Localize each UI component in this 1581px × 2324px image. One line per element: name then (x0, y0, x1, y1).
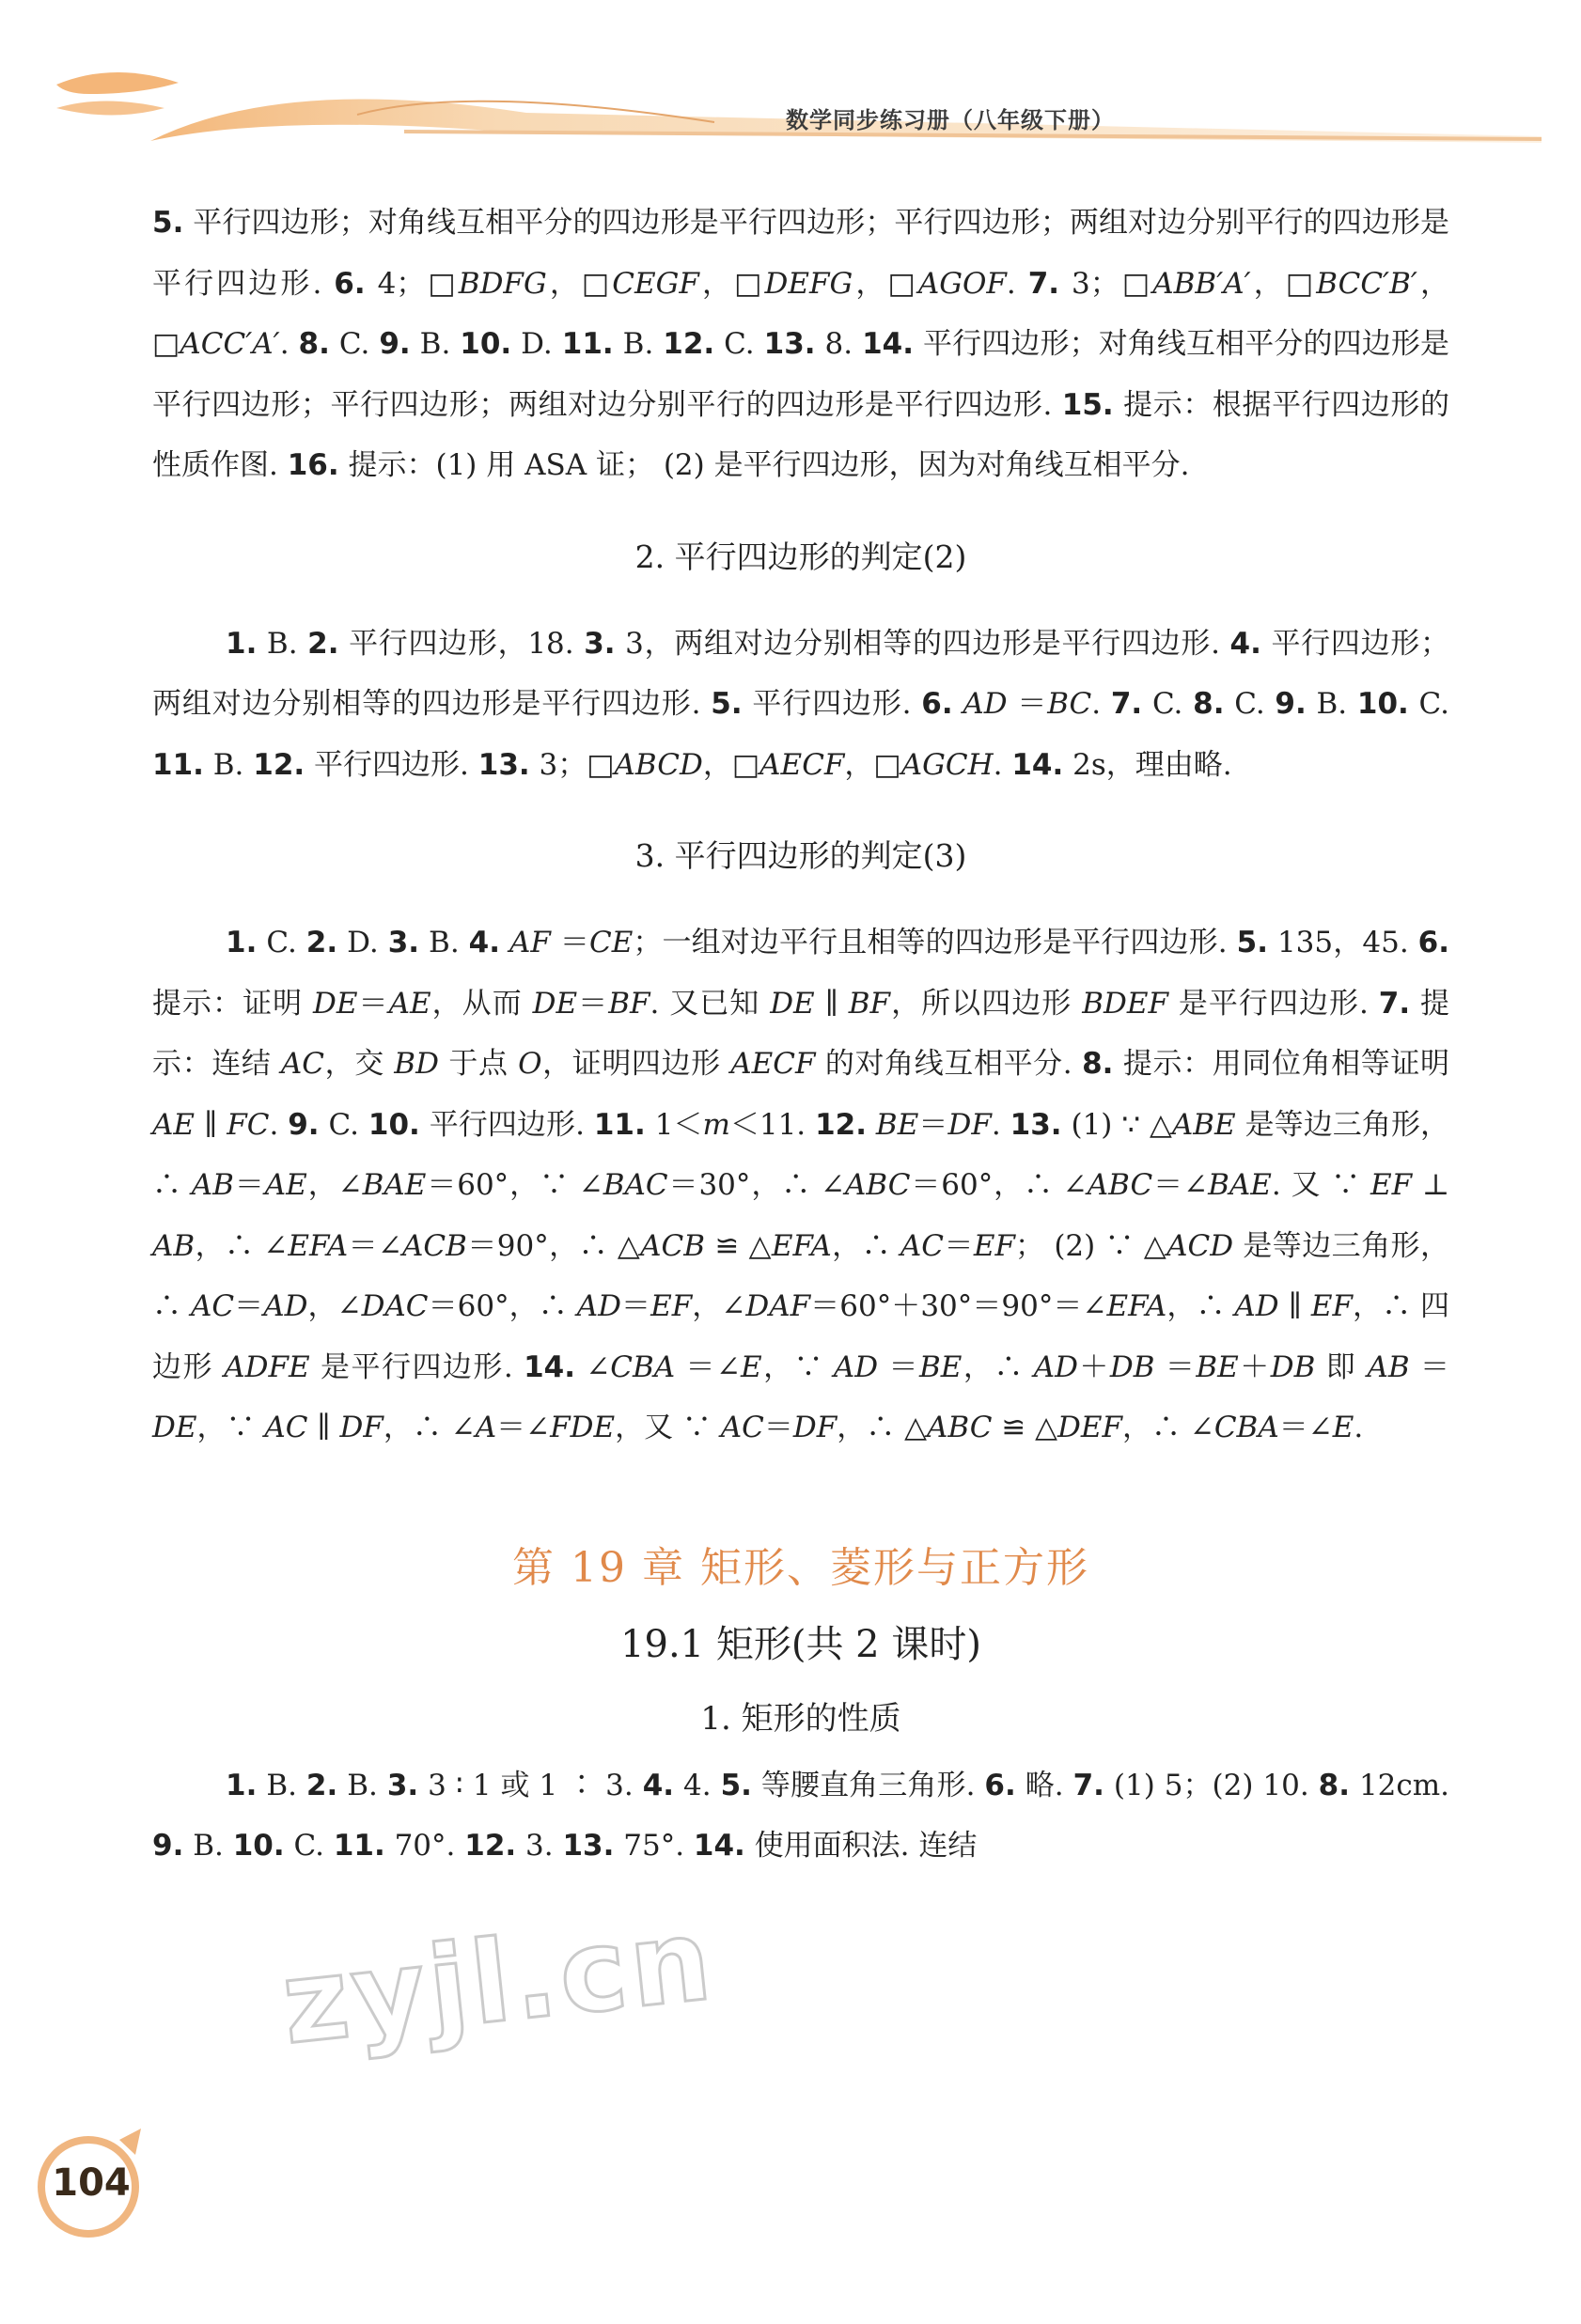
answer-text: 提示：根据平行四边形的性质作图. (152, 387, 1449, 482)
answer-text: D. (337, 926, 388, 959)
answer-text: ，∠ (306, 1168, 363, 1202)
answer-text: ＝ (1409, 1349, 1450, 1384)
math-symbol: BAE (362, 1168, 427, 1202)
lesson-paragraph (152, 1755, 1449, 1877)
item-number: 12. (815, 1107, 867, 1142)
answer-text: ∥ (307, 1411, 340, 1444)
answer-text: . (1006, 266, 1028, 301)
answer-text: ∥ (814, 986, 849, 1021)
answer-text: 平行四边形. (419, 1107, 594, 1142)
answer-text: 8. (815, 327, 863, 361)
answer-text: 略. (1015, 1768, 1073, 1802)
item-number: 15. (1061, 387, 1114, 422)
item-number: 12. (464, 1829, 517, 1863)
answer-text: 是平行四边形. (309, 1349, 524, 1384)
answer-text: B. (1306, 687, 1357, 721)
math-symbol: CEGF (612, 266, 699, 301)
answer-text: ≌ △ (992, 1411, 1057, 1444)
answer-text: ，∵ (196, 1411, 265, 1444)
math-symbol: BE (875, 1107, 919, 1142)
answer-text: ∥ (195, 1107, 227, 1142)
item-number: 3. (386, 1768, 419, 1802)
answer-text: ＝ (577, 986, 609, 1021)
answer-text: (1) ∵ △ (1061, 1107, 1172, 1142)
math-symbol: DAC (361, 1289, 429, 1323)
answer-text: . (279, 327, 299, 361)
answer-text: ，∴ △ (837, 1411, 927, 1444)
answer-content (152, 193, 1449, 1877)
answer-text: ＝∠ (1278, 1411, 1333, 1444)
answer-text: ＝ (1154, 1349, 1197, 1384)
item-number: 5. (711, 687, 743, 721)
math-symbol: AE (388, 986, 431, 1021)
answer-text: 使用面积法. 连结 (744, 1829, 978, 1863)
math-symbol: DEF (1057, 1411, 1122, 1444)
math-symbol: EF (1370, 1168, 1413, 1202)
math-symbol: BDFG (458, 266, 547, 301)
answer-text: 平行四边形；两组对边分别相等的四边形是平行四边形. (152, 626, 1449, 721)
math-symbol: DE (152, 1411, 197, 1444)
answer-text: 75°. (614, 1829, 694, 1863)
answer-text: 2s，理由略. (1063, 747, 1232, 782)
answer-text: ，□ (698, 266, 765, 301)
answer-text: ； (2) ∵ △ (1015, 1228, 1167, 1263)
item-number: 7. (1072, 1768, 1104, 1802)
answer-text: ＝60°，∴ (428, 1289, 577, 1323)
answer-text: ＝ (357, 986, 389, 1021)
answer-text: 是等边三角形，∴ (152, 1107, 1450, 1202)
answer-text: ，∴ ∠ (383, 1411, 476, 1444)
item-number: 16. (287, 448, 339, 482)
item-number: 10. (232, 1829, 285, 1863)
answer-text: ，∴ (831, 1228, 900, 1263)
math-symbol: AD (1234, 1289, 1279, 1323)
math-symbol: ACC′A′ (180, 327, 280, 361)
math-symbol: E (740, 1349, 762, 1384)
math-symbol: ACB (402, 1228, 467, 1263)
answer-text: ，∴ ∠ (1121, 1411, 1214, 1444)
math-symbol: DB (1270, 1349, 1316, 1384)
answer-text: 3；□ (1059, 266, 1153, 301)
answer-text: ，□ (152, 266, 1449, 361)
math-symbol: DB (1109, 1349, 1155, 1384)
item-number: 12. (663, 327, 715, 361)
answer-text: ＝ (878, 1349, 919, 1384)
item-number: 13. (562, 1829, 615, 1863)
answer-text: ；一组对边平行且相等的四边形是平行四边形. (633, 926, 1237, 959)
math-symbol: DF (947, 1107, 992, 1142)
math-symbol: AB (191, 1168, 234, 1202)
math-symbol: ABC (844, 1168, 911, 1202)
math-symbol: BE (1196, 1349, 1239, 1384)
item-number: 8. (1193, 687, 1225, 721)
math-symbol: AECF (730, 1047, 816, 1081)
math-symbol: AD (1033, 1349, 1078, 1384)
math-symbol: AC (720, 1411, 764, 1444)
item-number: 14. (524, 1349, 575, 1384)
answer-text: . (1354, 1411, 1364, 1444)
math-symbol: ABE (1171, 1107, 1236, 1142)
answer-text: ＝ (763, 1411, 793, 1444)
item-number: 9. (288, 1107, 320, 1142)
item-number: 10. (460, 327, 512, 361)
answer-text: (1) 5；(2) 10. (1104, 1768, 1319, 1802)
math-symbol: ACB (640, 1228, 706, 1263)
answer-text: 4；□ (365, 266, 459, 301)
item-number: 14. (693, 1829, 745, 1863)
answer-text: ＝ (620, 1289, 651, 1323)
section-1-paragraph (152, 193, 1449, 496)
answer-text: ，□ (844, 747, 901, 782)
answer-text: 提示：(1) 用 ASA 证； (2) 是平行四边形，因为对角线互相平分. (338, 448, 1190, 482)
math-symbol: EFA (1106, 1289, 1167, 1323)
math-symbol: E (1332, 1411, 1354, 1444)
answer-text: 的对角线互相平分. (815, 1047, 1083, 1081)
math-symbol: BF (848, 986, 891, 1021)
math-symbol: AGOF (917, 266, 1007, 301)
math-symbol: DE (770, 986, 815, 1021)
item-number: 11. (152, 747, 204, 782)
answer-text: 平行四边形；对角线互相平分的四边形是平行四边形；平行四边形；两组对边分别平行的四边形是平行四边形. (152, 327, 1450, 422)
answer-text: 12cm. (1350, 1768, 1450, 1802)
answer-text: 于点 (438, 1047, 519, 1081)
answer-text: ＋ (1238, 1349, 1271, 1384)
item-number: 11. (593, 1107, 646, 1142)
answer-text: . 又 ∵ (1271, 1168, 1370, 1202)
item-number: 12. (253, 747, 305, 782)
lesson-title: 1. 矩形的性质 (700, 1699, 901, 1738)
answer-text: ，□ (1250, 266, 1317, 301)
math-symbol: BAE (1208, 1168, 1272, 1202)
answer-text: . (1091, 687, 1111, 721)
answer-text: B. (183, 1829, 233, 1863)
math-symbol: ABB′A′ (1152, 266, 1251, 301)
answer-text: 3；□ (529, 747, 615, 782)
math-symbol: EF (973, 1228, 1016, 1263)
math-symbol: EF (1310, 1289, 1353, 1323)
answer-text: 3，两组对边分别相等的四边形是平行四边形. (615, 626, 1230, 661)
math-symbol: AGCH (900, 747, 994, 782)
item-number: 9. (379, 327, 411, 361)
item-number: 3. (584, 626, 616, 661)
math-symbol: AF (509, 926, 551, 959)
answer-text: B. (257, 1768, 306, 1802)
math-symbol: BC (1047, 687, 1092, 721)
answer-text: 是平行四边形. (1167, 986, 1379, 1021)
answer-text: ，∴ 四边形 (152, 1289, 1450, 1384)
item-number: 13. (477, 747, 530, 782)
answer-text: ＝ (918, 1107, 948, 1142)
math-symbol: EF (650, 1289, 693, 1323)
item-number: 2. (305, 1768, 338, 1802)
answer-text: ，∴ (1166, 1289, 1235, 1323)
item-number: 6. (1417, 926, 1450, 959)
answer-text: C. (1224, 687, 1276, 721)
answer-text: ＝∠ (675, 1349, 741, 1384)
item-number: 7. (1027, 266, 1060, 301)
answer-text: 平行四边形. (305, 747, 478, 782)
math-symbol: AE (264, 1168, 307, 1202)
answer-text: 提示：连结 (152, 986, 1450, 1081)
answer-text: ，交 (324, 1047, 395, 1081)
section-2-title: 2. 平行四边形的判定(2) (634, 538, 967, 575)
answer-text: ＝∠ (1152, 1168, 1209, 1202)
item-number: 6. (334, 266, 366, 301)
math-symbol: AE (152, 1107, 196, 1142)
answer-text: ＝ (944, 1228, 974, 1263)
answer-text: B. (410, 327, 461, 361)
answer-text: 是等边三角形，∴ (152, 1228, 1449, 1323)
math-symbol: AD (833, 1349, 879, 1384)
item-number: 3. (387, 926, 420, 959)
item-number: 10. (1356, 687, 1409, 721)
answer-text: C. (329, 327, 380, 361)
section-3-paragraph (152, 912, 1449, 1458)
answer-text: ，∠ (692, 1289, 746, 1323)
answer-text: ，∴ (962, 1349, 1034, 1384)
item-number: 1. (226, 626, 258, 661)
answer-text: 3 ∶ 1 或 1 ∶ 3. (418, 1768, 643, 1802)
math-symbol: m (702, 1107, 730, 1142)
item-number: 2. (307, 626, 339, 661)
answer-text: 1＜ (645, 1107, 703, 1142)
math-symbol: BDEF (1082, 986, 1168, 1021)
answer-text: ∠ (574, 1349, 611, 1384)
answer-text: 70°. (384, 1829, 465, 1863)
answer-text: 提示：证明 (152, 986, 314, 1021)
math-symbol: DE (313, 986, 358, 1021)
math-symbol: FDE (550, 1411, 616, 1444)
math-symbol: DF (792, 1411, 837, 1444)
item-number: 7. (1378, 986, 1411, 1021)
answer-text: ＝90°，∴ △ (466, 1228, 641, 1263)
item-number: 14. (862, 327, 914, 361)
answer-text: B. (613, 327, 664, 361)
item-number: 8. (298, 327, 330, 361)
math-symbol: BCC′B′ (1316, 266, 1417, 301)
item-number: 4. (468, 926, 501, 959)
watermark: zyjl.cn (275, 1895, 721, 2070)
answer-text (867, 1108, 876, 1142)
answer-text: ，□ (546, 266, 613, 301)
math-symbol: EFA (288, 1228, 349, 1263)
answer-text: ，∵ (761, 1349, 834, 1384)
answer-text: ＝60°，∴ ∠ (910, 1168, 1088, 1202)
item-number: 11. (561, 327, 614, 361)
answer-text: . 又已知 (650, 986, 771, 1021)
math-symbol: ABC (1087, 1168, 1153, 1202)
item-number: 5. (720, 1768, 752, 1802)
item-number: 4. (1229, 626, 1261, 661)
answer-text: ≌ △ (705, 1228, 772, 1263)
answer-text: ＝ (1007, 687, 1048, 721)
math-symbol: DE (532, 986, 578, 1021)
item-number: 5. (1236, 926, 1268, 959)
item-number: 9. (152, 1829, 184, 1863)
answer-text: ，□ (702, 747, 760, 782)
page-number: 104 (52, 2161, 131, 2205)
answer-text: C. (1408, 687, 1449, 721)
math-symbol: AC (280, 1047, 324, 1081)
item-number: 13. (1010, 1107, 1062, 1142)
math-symbol: FC (227, 1107, 270, 1142)
section-3-title: 3. 平行四边形的判定(3) (634, 837, 967, 874)
item-number: 1. (226, 1768, 258, 1802)
item-number: 11. (333, 1829, 385, 1863)
item-number: 6. (921, 687, 953, 721)
answer-text: . (269, 1107, 289, 1142)
answer-text: ，证明四边形 (541, 1047, 731, 1081)
math-symbol: ABCD (614, 747, 703, 782)
answer-text: 135，45. (1267, 926, 1418, 959)
section-2-paragraph (152, 614, 1449, 796)
answer-text: ，□ (853, 266, 918, 301)
math-symbol: DEFG (764, 266, 853, 301)
answer-text: B. (337, 1768, 387, 1802)
math-symbol: BD (394, 1047, 439, 1081)
answer-text: ＝30°，∴ ∠ (667, 1168, 845, 1202)
answer-text: ＝ (550, 926, 590, 959)
answer-text: C. (1142, 687, 1194, 721)
answer-text: ＝∠ (496, 1411, 551, 1444)
item-number: 13. (763, 327, 816, 361)
answer-text: 即 (1315, 1349, 1368, 1384)
answer-text (500, 926, 509, 959)
answer-text: ，所以四边形 (890, 986, 1083, 1021)
answer-text: C. (714, 327, 764, 361)
item-number: 10. (368, 1107, 420, 1142)
item-number: 8. (1318, 1768, 1350, 1802)
math-symbol: A (475, 1411, 497, 1444)
math-symbol: CE (589, 926, 634, 959)
math-symbol: AC (190, 1289, 235, 1323)
math-symbol: DF (339, 1411, 384, 1444)
answer-text: 提示：用同位角相等证明 (1113, 1047, 1450, 1081)
header-title: 数学同步练习册（八年级下册） (786, 107, 1115, 133)
answer-text: D. (511, 327, 562, 361)
math-symbol: AC (900, 1228, 945, 1263)
answer-text: C. (284, 1829, 334, 1863)
item-number: 7. (1110, 687, 1143, 721)
answer-text: ＋ (1077, 1349, 1110, 1384)
answer-text (953, 687, 963, 721)
math-symbol: ACD (1166, 1228, 1234, 1263)
math-symbol: AC (264, 1411, 308, 1444)
math-symbol: BE (918, 1349, 963, 1384)
answer-text: ，∴ ∠ (195, 1228, 289, 1263)
answer-text: 3. (516, 1829, 563, 1863)
answer-text: ＝∠ (348, 1228, 403, 1263)
answer-text: ＜11. (729, 1107, 816, 1142)
item-number: 6. (984, 1768, 1016, 1802)
answer-text: 等腰直角三角形. (751, 1768, 985, 1802)
math-symbol: O (518, 1047, 542, 1081)
answer-text: ＝60°＋30°＝90°＝∠ (810, 1289, 1107, 1323)
answer-text: ＝ (234, 1289, 264, 1323)
answer-text: C. (257, 926, 306, 959)
answer-text: . (993, 747, 1012, 782)
math-symbol: EFA (771, 1228, 832, 1263)
answer-text: ，又 ∵ (615, 1411, 721, 1444)
math-symbol: ABC (926, 1411, 993, 1444)
answer-text: 平行四边形. (742, 687, 922, 721)
answer-text: ＝ (233, 1168, 265, 1202)
answer-text: 平行四边形，18. (338, 626, 585, 661)
item-number: 5. (152, 206, 184, 240)
item-number: 2. (305, 926, 338, 959)
math-symbol: CBA (610, 1349, 676, 1384)
math-symbol: ADFE (224, 1349, 310, 1384)
math-symbol: BF (608, 986, 650, 1021)
math-symbol: AD (576, 1289, 621, 1323)
answer-text: B. (257, 626, 308, 661)
math-symbol: AECF (759, 747, 845, 782)
answer-text: 平行四边形；对角线互相平分的四边形是平行四边形；平行四边形；两组对边分别平行的四边形是平行四边形. (152, 206, 1449, 301)
math-symbol: AD (263, 1289, 308, 1323)
item-number: 14. (1011, 747, 1064, 782)
answer-text: ＝60°，∵ ∠ (426, 1168, 603, 1202)
item-number: 4. (642, 1768, 675, 1802)
item-number: 9. (1275, 687, 1307, 721)
math-symbol: AB (1367, 1349, 1410, 1384)
answer-text: C. (319, 1107, 368, 1142)
math-symbol: BAC (603, 1168, 668, 1202)
answer-text: 4. (674, 1768, 721, 1802)
math-symbol: DAF (745, 1289, 811, 1323)
answer-text: B. (419, 926, 469, 959)
answer-text: ，从而 (430, 986, 533, 1021)
answer-text: . (991, 1107, 1010, 1142)
item-number: 8. (1082, 1047, 1114, 1081)
math-symbol: CBA (1213, 1411, 1279, 1444)
chapter-title: 第 19 章 矩形、菱形与正方形 (512, 1543, 1089, 1592)
item-number: 1. (226, 926, 258, 959)
answer-text: ⊥ (1412, 1168, 1449, 1202)
math-symbol: AD (963, 687, 1008, 721)
subchapter-title: 19.1 矩形(共 2 课时) (620, 1622, 981, 1666)
answer-text: ∥ (1278, 1289, 1311, 1323)
answer-text: ，∠ (307, 1289, 362, 1323)
answer-text: B. (203, 747, 254, 782)
math-symbol: AB (152, 1228, 196, 1263)
